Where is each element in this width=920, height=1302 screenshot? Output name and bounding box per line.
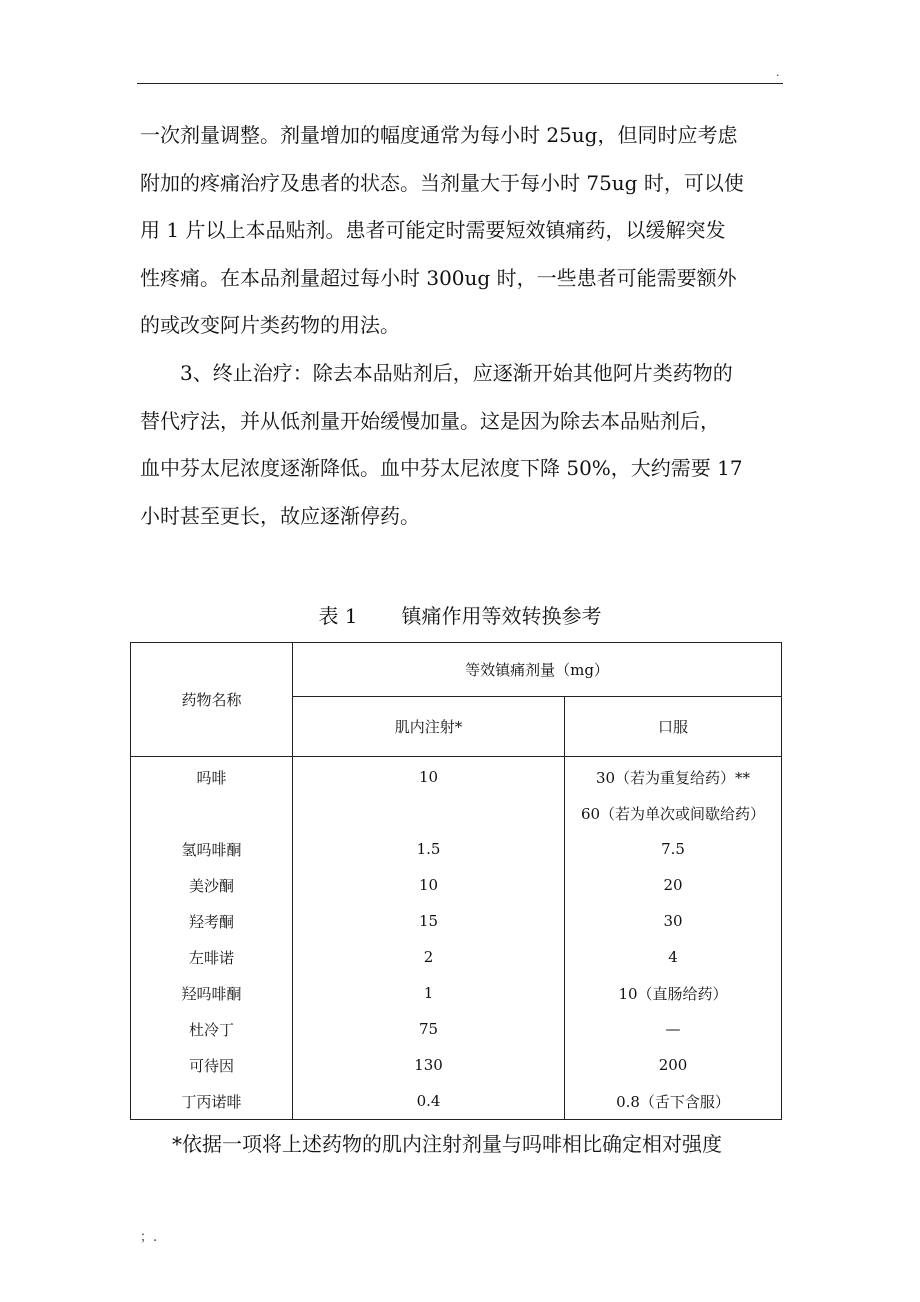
table-row — [131, 1047, 782, 1083]
cell-oral-dose: 30 — [565, 903, 782, 939]
paragraph-termination — [140, 350, 780, 540]
table-row — [131, 867, 782, 903]
cell-intramuscular-dose: 10 — [293, 867, 565, 903]
paragraph-line: 一次剂量调整。剂量增加的幅度通常为每小时 25ug，但同时应考虑 — [140, 123, 738, 147]
cell-oral-dose: 60（若为单次或间歇给药） — [565, 795, 782, 831]
cell-drug-name: 可待因 — [131, 1047, 293, 1083]
header-equivalent-dose: 等效镇痛剂量（mg） — [293, 643, 782, 697]
table-row — [131, 1083, 782, 1120]
cell-intramuscular-dose: 15 — [293, 903, 565, 939]
table-caption-number: 表 1 — [318, 604, 358, 628]
cell-oral-dose: 7.5 — [565, 831, 782, 867]
paragraph-dose-adjustment — [140, 112, 780, 350]
cell-drug-name: 左啡诺 — [131, 939, 293, 975]
paragraph-line: 3、终止治疗：除去本品贴剂后，应逐渐开始其他阿片类药物的 — [180, 361, 733, 385]
table-row — [131, 975, 782, 1011]
header-rule — [137, 83, 783, 84]
table-row — [131, 795, 782, 831]
cell-intramuscular-dose: 1 — [293, 975, 565, 1011]
cell-drug-name: 美沙酮 — [131, 867, 293, 903]
paragraph-line: 的或改变阿片类药物的用法。 — [140, 313, 400, 337]
cell-intramuscular-dose: 1.5 — [293, 831, 565, 867]
table-caption — [0, 600, 920, 632]
cell-drug-name — [131, 795, 293, 831]
table-row — [131, 757, 782, 796]
header-intramuscular: 肌内注射* — [293, 697, 565, 757]
cell-oral-dose: — — [565, 1011, 782, 1047]
cell-intramuscular-dose: 130 — [293, 1047, 565, 1083]
table-caption-title: 镇痛作用等效转换参考 — [401, 604, 602, 628]
table-row — [131, 1011, 782, 1047]
paragraph-line: 性疼痛。在本品剂量超过每小时 300ug 时，一些患者可能需要额外 — [140, 265, 737, 290]
cell-drug-name: 吗啡 — [131, 757, 293, 796]
header-mark: . — [776, 66, 780, 79]
paragraph-line: 用 1 片以上本品贴剂。患者可能定时需要短效镇痛药，以缓解突发 — [140, 218, 726, 242]
table-row — [131, 903, 782, 939]
cell-oral-dose: 0.8（舌下含服） — [565, 1083, 782, 1120]
cell-oral-dose: 20 — [565, 867, 782, 903]
cell-drug-name: 羟吗啡酮 — [131, 975, 293, 1011]
cell-oral-dose: 200 — [565, 1047, 782, 1083]
table-footnote: *依据一项将上述药物的肌内注射剂量与吗啡相比确定相对强度 — [172, 1132, 722, 1156]
paragraph-line: 附加的疼痛治疗及患者的状态。当剂量大于每小时 75ug 时，可以使 — [140, 170, 744, 195]
cell-oral-dose: 4 — [565, 939, 782, 975]
cell-oral-dose: 30（若为重复给药）** — [565, 757, 782, 796]
cell-oral-dose: 10（直肠给药） — [565, 975, 782, 1011]
paragraph-line: 血中芬太尼浓度逐渐降低。血中芬太尼浓度下降 50%，大约需要 17 — [140, 456, 743, 480]
cell-intramuscular-dose: 2 — [293, 939, 565, 975]
cell-intramuscular-dose: 75 — [293, 1011, 565, 1047]
cell-drug-name: 杜冷丁 — [131, 1011, 293, 1047]
cell-drug-name: 羟考酮 — [131, 903, 293, 939]
equianalgesic-table — [130, 642, 782, 1120]
table-row — [131, 939, 782, 975]
footer-mark: ；. — [140, 1230, 158, 1245]
cell-intramuscular-dose: 10 — [293, 757, 565, 796]
paragraph-line: 替代疗法，并从低剂量开始缓慢加量。这是因为除去本品贴剂后， — [140, 408, 720, 433]
paragraph-line: 小时甚至更长，故应逐渐停药。 — [140, 503, 420, 528]
header-oral: 口服 — [565, 697, 782, 757]
header-drug-name: 药物名称 — [131, 643, 293, 757]
table-row — [131, 831, 782, 867]
cell-drug-name: 氢吗啡酮 — [131, 831, 293, 867]
cell-drug-name: 丁丙诺啡 — [131, 1083, 293, 1120]
cell-intramuscular-dose — [293, 795, 565, 831]
cell-intramuscular-dose: 0.4 — [293, 1083, 565, 1120]
